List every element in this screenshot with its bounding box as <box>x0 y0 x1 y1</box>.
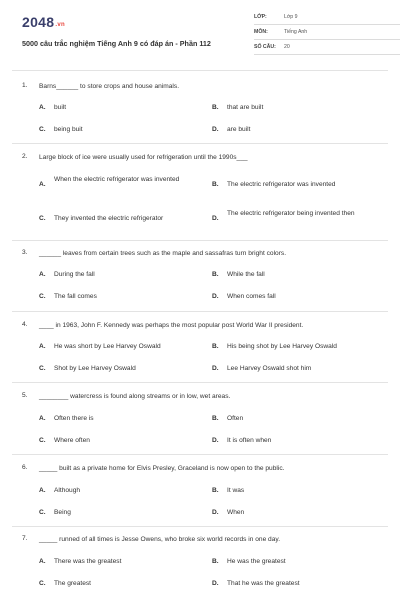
option-letter: B. <box>212 343 219 350</box>
question-number: 2. <box>22 153 28 160</box>
worksheet-header <box>22 12 382 62</box>
site-logo[interactable] <box>22 14 65 30</box>
logo-text: 2048 <box>22 14 55 30</box>
option-letter: A. <box>39 343 46 350</box>
option-letter: B. <box>212 558 219 565</box>
option-text: It is often when <box>227 437 272 444</box>
option-text: being buit <box>54 126 83 133</box>
option-text: Lee Harvey Oswald shot him <box>227 365 312 372</box>
meta-value: Tiếng Anh <box>284 29 308 35</box>
option-letter: D. <box>212 293 219 300</box>
option-text: Although <box>54 487 81 494</box>
question-divider <box>12 143 388 144</box>
header-divider <box>12 70 388 71</box>
question-text: ____ in 1963, John F. Kennedy was perhaps the most popular post World War II president. <box>39 322 304 329</box>
option-letter: C. <box>39 293 46 300</box>
option-text: are built <box>227 126 251 133</box>
option-letter: C. <box>39 126 46 133</box>
meta-value: Lớp 9 <box>284 14 298 20</box>
question-number: 6. <box>22 464 28 471</box>
question-number: 4. <box>22 321 28 328</box>
option-text: Often there is <box>54 415 94 422</box>
question-text: ________ watercress is found along streams or in low, wet areas. <box>39 393 231 400</box>
option-text: It was <box>227 487 245 494</box>
question-number: 3. <box>22 249 28 256</box>
option-text: During the fall <box>54 271 95 278</box>
option-letter: D. <box>212 580 219 587</box>
option-letter: A. <box>39 415 46 422</box>
option-letter: D. <box>212 126 219 133</box>
question-divider <box>12 311 388 312</box>
question-divider <box>12 454 388 455</box>
option-letter: D. <box>212 509 219 516</box>
option-letter: A. <box>39 181 46 188</box>
option-letter: C. <box>39 580 46 587</box>
question-divider <box>12 240 388 241</box>
option-text: The electric refrigerator being invented then <box>227 210 355 217</box>
meta-label: MÔN: <box>254 29 268 35</box>
option-letter: D. <box>212 215 219 222</box>
option-text: Being <box>54 509 71 516</box>
option-letter: A. <box>39 558 46 565</box>
option-text: Often <box>227 415 244 422</box>
question-text: ______ leaves from certain trees such as the maple and sassafras turn bright colors. <box>39 250 287 257</box>
option-letter: C. <box>39 437 46 444</box>
question-text: _____ built as a private home for Elvis Presley, Graceland is now open to the public. <box>39 465 285 472</box>
option-text: built <box>54 104 67 111</box>
option-text: He was short by Lee Harvey Oswald <box>54 343 161 350</box>
option-letter: B. <box>212 181 219 188</box>
option-text: The fall comes <box>54 293 97 300</box>
option-letter: C. <box>39 509 46 516</box>
option-text: While the fall <box>227 271 265 278</box>
page-title: 5000 câu trắc nghiệm Tiếng Anh 9 có đáp án - Phần 112 <box>22 39 211 48</box>
option-letter: B. <box>212 487 219 494</box>
option-letter: D. <box>212 365 219 372</box>
meta-label: SỐ CÂU: <box>254 44 276 50</box>
question-text: _____ runned of all times is Jesse Owens, who broke six world records in one day. <box>39 536 281 543</box>
option-text: Where often <box>54 437 90 444</box>
question-number: 7. <box>22 535 28 542</box>
option-letter: B. <box>212 415 219 422</box>
question-text: Barns______ to store crops and house animals. <box>39 83 180 90</box>
option-text: He was the greatest <box>227 558 286 565</box>
question-number: 5. <box>22 392 28 399</box>
option-letter: A. <box>39 104 46 111</box>
option-text: When <box>227 509 245 516</box>
option-text: The electric refrigerator was invented <box>227 181 336 188</box>
option-letter: A. <box>39 271 46 278</box>
meta-row-class <box>254 12 400 25</box>
option-letter: A. <box>39 487 46 494</box>
option-letter: C. <box>39 215 46 222</box>
question-divider <box>12 526 388 527</box>
option-text: The greatest <box>54 580 92 587</box>
logo-suffix: .vn <box>55 22 65 28</box>
meta-value: 20 <box>284 44 290 50</box>
option-text: that are built <box>227 104 264 111</box>
option-text: That he was the greatest <box>227 580 300 587</box>
meta-label: LỚP: <box>254 14 267 20</box>
option-text: There was the greatest <box>54 558 122 565</box>
meta-row-subject <box>254 27 400 40</box>
option-text: Shot by Lee Harvey Oswald <box>54 365 136 372</box>
option-letter: C. <box>39 365 46 372</box>
option-letter: B. <box>212 104 219 111</box>
worksheet-meta <box>254 12 400 57</box>
question-divider <box>12 382 388 383</box>
option-letter: B. <box>212 271 219 278</box>
option-text: When the electric refrigerator was invented <box>54 176 180 183</box>
option-text: When comes fall <box>227 293 276 300</box>
option-letter: D. <box>212 437 219 444</box>
question-text: Large block of ice were usually used for refrigeration until the 1990s___ <box>39 154 248 161</box>
question-number: 1. <box>22 82 28 89</box>
meta-row-count <box>254 42 400 55</box>
option-text: His being shot by Lee Harvey Oswald <box>227 343 337 350</box>
option-text: They invented the electric refrigerator <box>54 215 164 222</box>
